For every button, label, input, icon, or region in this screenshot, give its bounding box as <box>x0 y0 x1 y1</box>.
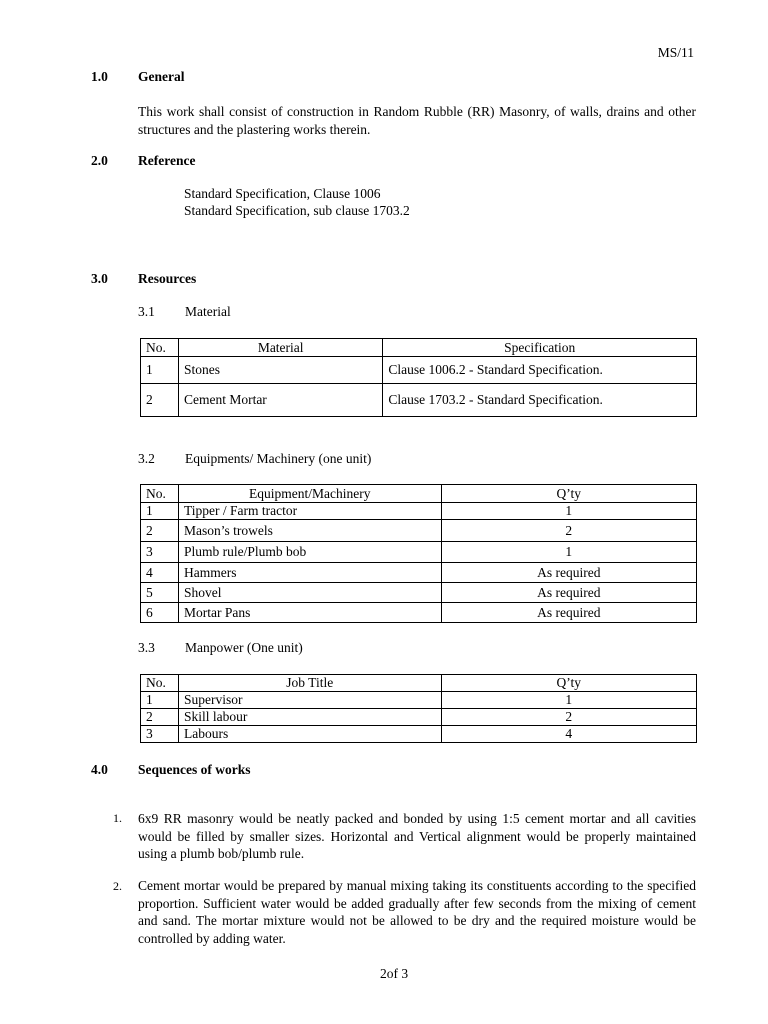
table-row <box>141 563 697 583</box>
table-cell: 2 <box>141 520 179 542</box>
subsection-number-manpower: 3.3 <box>138 640 155 655</box>
reference-item: Standard Specification, Clause 1006 <box>184 186 381 201</box>
table-cell: As required <box>441 583 696 603</box>
table-cell: As required <box>441 603 696 623</box>
column-header: No. <box>141 339 179 357</box>
table-cell: 1 <box>441 542 696 563</box>
section-number-resources: 3.0 <box>91 271 108 286</box>
column-header: No. <box>141 485 179 503</box>
table-cell: 3 <box>141 726 179 743</box>
table-row <box>141 583 697 603</box>
subsection-number-equipment: 3.2 <box>138 451 155 466</box>
table-row <box>141 692 697 709</box>
subsection-number-material: 3.1 <box>138 304 155 319</box>
column-header: Job Title <box>178 675 441 692</box>
table-cell: Tipper / Farm tractor <box>178 503 441 520</box>
section-title-sequences: Sequences of works <box>138 762 251 777</box>
table-row <box>141 357 697 384</box>
material-table <box>140 338 697 417</box>
section-number-sequences: 4.0 <box>91 762 108 777</box>
equipment-table <box>140 484 697 623</box>
table-cell: Mason’s trowels <box>178 520 441 542</box>
table-cell: As required <box>441 563 696 583</box>
table-cell: Supervisor <box>178 692 441 709</box>
subsection-title-manpower: Manpower (One unit) <box>185 640 303 655</box>
table-header-row <box>141 675 697 692</box>
column-header: Specification <box>383 339 697 357</box>
document-code: MS/11 <box>657 45 694 60</box>
table-row <box>141 384 697 417</box>
column-header: Equipment/Machinery <box>178 485 441 503</box>
table-cell: Cement Mortar <box>178 384 382 417</box>
list-item: 6x9 RR masonry would be neatly packed and bonded by using 1:5 cement mortar and all cavities would be filled by smaller sizes. Horizontal and Vertical alignment would be properly maintained using a plumb bob/plumb rule. <box>138 811 696 861</box>
section-title-general: General <box>138 69 185 84</box>
table-cell: 5 <box>141 583 179 603</box>
table-cell: 4 <box>441 726 697 743</box>
table-row <box>141 520 697 542</box>
table-cell: 1 <box>141 503 179 520</box>
table-cell: 1 <box>441 692 697 709</box>
table-row <box>141 603 697 623</box>
manpower-table <box>140 674 697 743</box>
column-header: Q’ty <box>441 485 696 503</box>
column-header: No. <box>141 675 179 692</box>
table-cell: Skill labour <box>178 709 441 726</box>
list-item-number: 2. <box>113 879 122 893</box>
table-cell: 1 <box>441 503 696 520</box>
table-cell: 2 <box>141 709 179 726</box>
table-row <box>141 542 697 563</box>
table-header-row <box>141 339 697 357</box>
section-title-resources: Resources <box>138 271 197 286</box>
table-cell: 2 <box>441 709 697 726</box>
table-cell: 4 <box>141 563 179 583</box>
table-cell: Stones <box>178 357 382 384</box>
table-cell: 1 <box>141 692 179 709</box>
table-cell: 2 <box>141 384 179 417</box>
table-row <box>141 709 697 726</box>
table-cell: 6 <box>141 603 179 623</box>
column-header: Material <box>178 339 382 357</box>
section-number-reference: 2.0 <box>91 153 108 168</box>
subsection-title-equipment: Equipments/ Machinery (one unit) <box>185 451 372 466</box>
table-cell: Clause 1006.2 - Standard Specification. <box>383 357 697 384</box>
table-cell: Plumb rule/Plumb bob <box>178 542 441 563</box>
column-header: Q’ty <box>441 675 697 692</box>
list-item: Cement mortar would be prepared by manual mixing taking its constituents according to the specified proportion. Sufficient water would be added gradually after few seconds from the mixing of cement and sand. The mortar mixture would not be allowed to be dry and the required moisture would be controlled by adding water. <box>138 878 696 946</box>
subsection-title-material: Material <box>185 304 231 319</box>
table-row <box>141 726 697 743</box>
general-paragraph: This work shall consist of construction in Random Rubble (RR) Masonry, of walls, drains and other structures and the plastering works therein. <box>138 104 696 137</box>
table-row <box>141 503 697 520</box>
table-cell: Labours <box>178 726 441 743</box>
table-cell: 1 <box>141 357 179 384</box>
section-title-reference: Reference <box>138 153 196 168</box>
table-cell: Clause 1703.2 - Standard Specification. <box>383 384 697 417</box>
reference-item: Standard Specification, sub clause 1703.2 <box>184 203 410 218</box>
table-cell: Hammers <box>178 563 441 583</box>
section-number-general: 1.0 <box>91 69 108 84</box>
table-cell: Mortar Pans <box>178 603 441 623</box>
list-item-number: 1. <box>113 811 122 825</box>
table-cell: 2 <box>441 520 696 542</box>
table-cell: 3 <box>141 542 179 563</box>
table-cell: Shovel <box>178 583 441 603</box>
table-header-row <box>141 485 697 503</box>
page-number: 2of 3 <box>380 966 409 981</box>
